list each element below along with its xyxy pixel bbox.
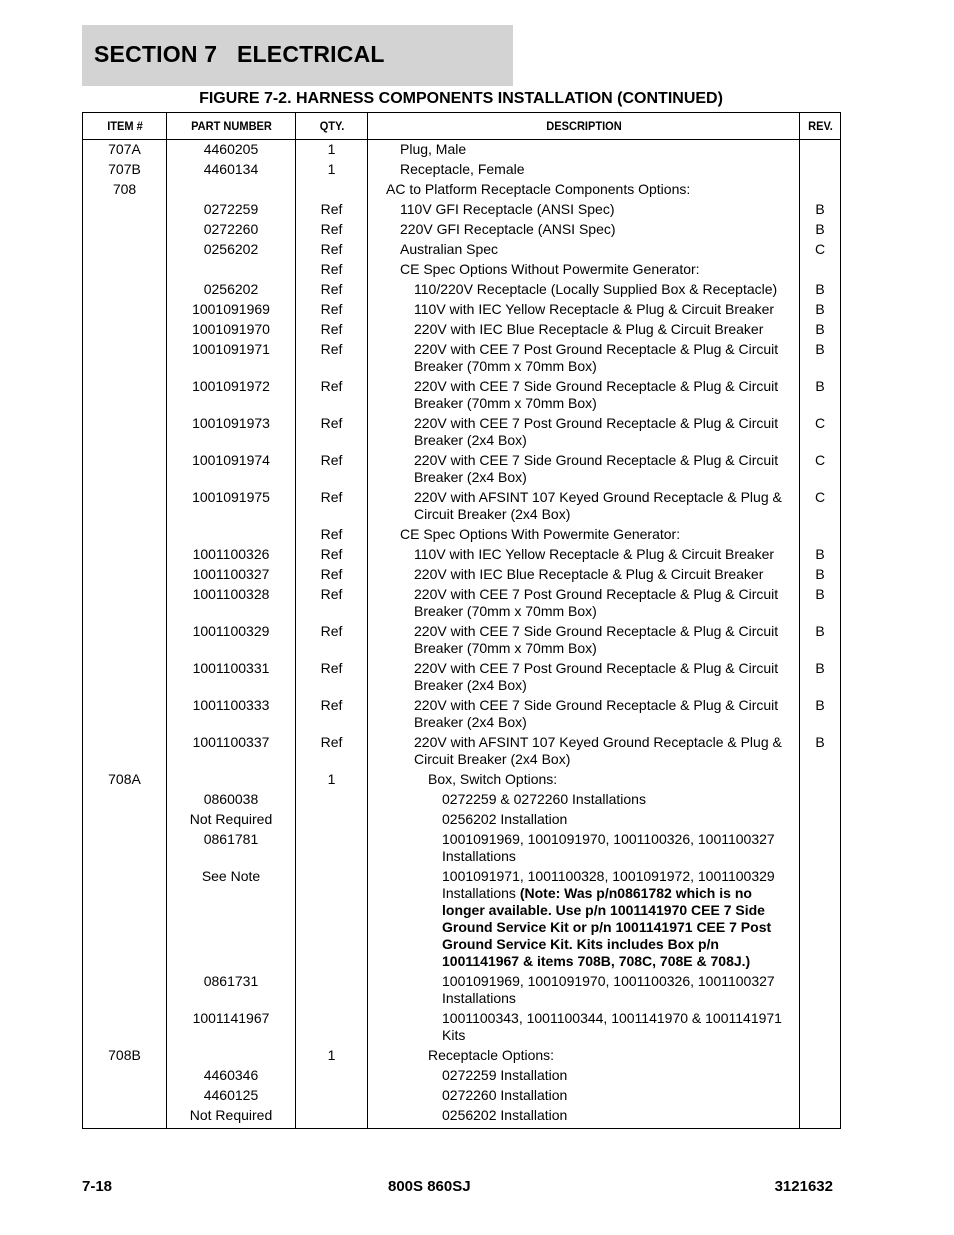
description-note: (Note: Was p/n0861782 which is no longer available. Use p/n 1001141970 CEE 7 Side Ground Service Kit or p/n 1001141971 CEE 7 Post Ground Service Kit. Kits includes Box p/n 1001141967 & items 708B, 708C, 708E & 708J.): [442, 885, 772, 969]
table-row: [83, 200, 841, 220]
description-text: 110/220V Receptacle (Locally Supplied Box & Receptacle): [414, 281, 778, 297]
rev-cell: [800, 180, 841, 200]
qty-cell: Ref: [296, 525, 368, 545]
table-row: [83, 1066, 841, 1086]
item-cell: [83, 260, 167, 280]
item-cell: [83, 622, 167, 659]
item-cell: [83, 733, 167, 770]
qty-cell: [296, 830, 368, 867]
description-text: 220V with IEC Blue Receptacle & Plug & Circuit Breaker: [414, 321, 764, 337]
table-row: [83, 830, 841, 867]
table-row: [83, 585, 841, 622]
rev-cell: C: [800, 451, 841, 488]
table-row: [83, 972, 841, 1009]
item-cell: [83, 220, 167, 240]
rev-cell: B: [800, 565, 841, 585]
description-text: 0256202 Installation: [442, 811, 568, 827]
rev-cell: [800, 1066, 841, 1086]
table-row: [83, 488, 841, 525]
table-row: [83, 867, 841, 972]
column-header-description: DESCRIPTION: [385, 113, 782, 140]
qty-cell: Ref: [296, 659, 368, 696]
item-cell: [83, 340, 167, 377]
rev-cell: [800, 790, 841, 810]
description-cell: [368, 830, 800, 867]
table-row: [83, 810, 841, 830]
description-cell: [368, 790, 800, 810]
qty-cell: 1: [296, 1046, 368, 1066]
rev-cell: B: [800, 377, 841, 414]
table-row: [83, 260, 841, 280]
item-cell: [83, 972, 167, 1009]
description-cell: [368, 696, 800, 733]
part-number-cell: 0861731: [167, 972, 296, 1009]
item-cell: 708B: [83, 1046, 167, 1066]
qty-cell: Ref: [296, 320, 368, 340]
part-number-cell: 0272259: [167, 200, 296, 220]
rev-cell: B: [800, 300, 841, 320]
qty-cell: 1: [296, 160, 368, 180]
item-cell: [83, 414, 167, 451]
description-text: 220V with CEE 7 Post Ground Receptacle & Plug & Circuit Breaker (2x4 Box): [414, 415, 779, 448]
rev-cell: [800, 1106, 841, 1129]
qty-cell: [296, 1009, 368, 1046]
part-number-cell: [167, 260, 296, 280]
part-number-cell: 1001091969: [167, 300, 296, 320]
description-text: 220V with CEE 7 Post Ground Receptacle & Plug & Circuit Breaker (2x4 Box): [414, 660, 779, 693]
qty-cell: Ref: [296, 733, 368, 770]
column-header-part-number: PART NUMBER: [172, 113, 291, 140]
part-number-cell: 1001100327: [167, 565, 296, 585]
column-header-item: ITEM #: [86, 113, 163, 140]
description-text: Receptacle Options:: [428, 1047, 555, 1063]
part-number-cell: [167, 180, 296, 200]
item-cell: [83, 451, 167, 488]
description-cell: [368, 451, 800, 488]
description-cell: [368, 810, 800, 830]
description-text: 220V with CEE 7 Side Ground Receptacle & Plug & Circuit Breaker (2x4 Box): [414, 452, 779, 485]
item-cell: [83, 525, 167, 545]
description-cell: [368, 770, 800, 790]
description-cell: [368, 220, 800, 240]
part-number-cell: 1001100329: [167, 622, 296, 659]
qty-cell: [296, 810, 368, 830]
table-body: [83, 140, 841, 1129]
description-cell: [368, 300, 800, 320]
description-cell: [368, 414, 800, 451]
table-row: [83, 565, 841, 585]
description-text: 220V with CEE 7 Post Ground Receptacle & Plug & Circuit Breaker (70mm x 70mm Box): [414, 341, 779, 374]
part-number-cell: 0861781: [167, 830, 296, 867]
table-row: [83, 790, 841, 810]
part-number-cell: 4460205: [167, 140, 296, 161]
qty-cell: Ref: [296, 585, 368, 622]
item-cell: 707A: [83, 140, 167, 161]
description-cell: [368, 1046, 800, 1066]
rev-cell: [800, 1086, 841, 1106]
qty-cell: [296, 972, 368, 1009]
description-cell: [368, 867, 800, 972]
table-row: [83, 160, 841, 180]
qty-cell: Ref: [296, 545, 368, 565]
table-row: [83, 659, 841, 696]
table-row: [83, 414, 841, 451]
rev-cell: B: [800, 220, 841, 240]
part-number-cell: 1001100331: [167, 659, 296, 696]
description-text: 220V with CEE 7 Post Ground Receptacle & Plug & Circuit Breaker (70mm x 70mm Box): [414, 586, 779, 619]
rev-cell: B: [800, 696, 841, 733]
description-text: 220V with IEC Blue Receptacle & Plug & Circuit Breaker: [414, 566, 764, 582]
part-number-cell: 4460346: [167, 1066, 296, 1086]
description-cell: [368, 1086, 800, 1106]
parts-table: [82, 112, 841, 1129]
table-row: [83, 280, 841, 300]
part-number-cell: 1001141967: [167, 1009, 296, 1046]
qty-cell: [296, 1106, 368, 1129]
part-number-cell: 1001091971: [167, 340, 296, 377]
description-cell: [368, 585, 800, 622]
item-cell: [83, 810, 167, 830]
qty-cell: Ref: [296, 696, 368, 733]
table-row: [83, 696, 841, 733]
item-cell: [83, 565, 167, 585]
description-text: 110V GFI Receptacle (ANSI Spec): [400, 201, 615, 217]
part-number-cell: [167, 770, 296, 790]
description-text: CE Spec Options With Powermite Generator:: [400, 526, 681, 542]
rev-cell: [800, 1009, 841, 1046]
item-cell: [83, 1106, 167, 1129]
description-cell: [368, 488, 800, 525]
part-number-cell: 1001091973: [167, 414, 296, 451]
rev-cell: C: [800, 414, 841, 451]
qty-cell: Ref: [296, 220, 368, 240]
qty-cell: [296, 180, 368, 200]
rev-cell: [800, 140, 841, 161]
qty-cell: Ref: [296, 414, 368, 451]
description-cell: [368, 240, 800, 260]
item-cell: 708A: [83, 770, 167, 790]
table-row: [83, 140, 841, 161]
description-text: 1001091969, 1001091970, 1001100326, 1001100327 Installations: [442, 973, 775, 1006]
qty-cell: 1: [296, 770, 368, 790]
part-number-cell: 1001100326: [167, 545, 296, 565]
description-text: 0272259 & 0272260 Installations: [442, 791, 646, 807]
qty-cell: Ref: [296, 565, 368, 585]
rev-cell: B: [800, 320, 841, 340]
description-text: Australian Spec: [400, 241, 499, 257]
part-number-cell: 0272260: [167, 220, 296, 240]
qty-cell: Ref: [296, 200, 368, 220]
description-cell: [368, 140, 800, 161]
part-number-cell: 1001091970: [167, 320, 296, 340]
description-text: Receptacle, Female: [400, 161, 525, 177]
table-row: [83, 377, 841, 414]
item-cell: [83, 790, 167, 810]
table-row: [83, 545, 841, 565]
item-cell: [83, 830, 167, 867]
description-text: 110V with IEC Yellow Receptacle & Plug & Circuit Breaker: [414, 546, 775, 562]
part-number-cell: 4460125: [167, 1086, 296, 1106]
item-cell: [83, 300, 167, 320]
part-number-cell: Not Required: [167, 810, 296, 830]
description-text: AC to Platform Receptacle Components Options:: [386, 181, 691, 197]
description-text: 220V with CEE 7 Side Ground Receptacle & Plug & Circuit Breaker (2x4 Box): [414, 697, 779, 730]
qty-cell: [296, 1066, 368, 1086]
item-cell: [83, 488, 167, 525]
part-number-cell: 0256202: [167, 240, 296, 260]
item-cell: [83, 696, 167, 733]
footer-page-number: 7-18: [82, 1178, 113, 1195]
rev-cell: C: [800, 240, 841, 260]
rev-cell: [800, 810, 841, 830]
table-row: [83, 622, 841, 659]
qty-cell: [296, 1086, 368, 1106]
description-cell: [368, 160, 800, 180]
qty-cell: Ref: [296, 488, 368, 525]
item-cell: 708: [83, 180, 167, 200]
table-row: [83, 220, 841, 240]
table-row: [83, 1106, 841, 1129]
description-cell: [368, 733, 800, 770]
item-cell: [83, 867, 167, 972]
description-text: 1001091969, 1001091970, 1001100326, 1001100327 Installations: [442, 831, 775, 864]
description-text: CE Spec Options Without Powermite Generator:: [400, 261, 700, 277]
rev-cell: B: [800, 659, 841, 696]
item-cell: [83, 200, 167, 220]
description-text: 0272259 Installation: [442, 1067, 568, 1083]
part-number-cell: 1001100337: [167, 733, 296, 770]
qty-cell: Ref: [296, 240, 368, 260]
column-header-qty: QTY.: [298, 113, 364, 140]
qty-cell: 1: [296, 140, 368, 161]
rev-cell: B: [800, 545, 841, 565]
table-row: [83, 770, 841, 790]
description-cell: [368, 377, 800, 414]
section-title: SECTION 7 ELECTRICAL: [94, 41, 385, 67]
rev-cell: [800, 867, 841, 972]
description-cell: [368, 525, 800, 545]
part-number-cell: 1001091975: [167, 488, 296, 525]
qty-cell: Ref: [296, 377, 368, 414]
rev-cell: [800, 770, 841, 790]
part-number-cell: 4460134: [167, 160, 296, 180]
qty-cell: [296, 790, 368, 810]
description-text: 220V with AFSINT 107 Keyed Ground Receptacle & Plug & Circuit Breaker (2x4 Box): [414, 489, 782, 522]
table-row: [83, 733, 841, 770]
item-cell: [83, 320, 167, 340]
qty-cell: Ref: [296, 340, 368, 377]
part-number-cell: [167, 525, 296, 545]
rev-cell: [800, 830, 841, 867]
part-number-cell: See Note: [167, 867, 296, 972]
rev-cell: [800, 160, 841, 180]
description-cell: [368, 320, 800, 340]
table-row: [83, 1009, 841, 1046]
qty-cell: Ref: [296, 451, 368, 488]
description-text: 1001100343, 1001100344, 1001141970 & 1001141971 Kits: [442, 1010, 782, 1043]
table-header-row: [83, 113, 841, 140]
item-cell: [83, 1066, 167, 1086]
description-text: 0256202 Installation: [442, 1107, 568, 1123]
description-cell: [368, 565, 800, 585]
description-cell: [368, 180, 800, 200]
description-text: Plug, Male: [400, 141, 467, 157]
rev-cell: B: [800, 733, 841, 770]
item-cell: [83, 585, 167, 622]
description-text: 1001091971, 1001100328, 1001091972, 1001100329 Installations: [442, 868, 775, 901]
description-cell: [368, 340, 800, 377]
description-cell: [368, 1106, 800, 1129]
qty-cell: [296, 867, 368, 972]
rev-cell: C: [800, 488, 841, 525]
description-cell: [368, 622, 800, 659]
rev-cell: [800, 260, 841, 280]
qty-cell: Ref: [296, 260, 368, 280]
rev-cell: B: [800, 585, 841, 622]
item-cell: [83, 377, 167, 414]
table-row: [83, 525, 841, 545]
part-number-cell: 0256202: [167, 280, 296, 300]
footer-doc-number: 3121632: [774, 1178, 833, 1195]
part-number-cell: 1001100333: [167, 696, 296, 733]
description-cell: [368, 260, 800, 280]
part-number-cell: 1001100328: [167, 585, 296, 622]
description-cell: [368, 1009, 800, 1046]
rev-cell: [800, 1046, 841, 1066]
part-number-cell: Not Required: [167, 1106, 296, 1129]
rev-cell: B: [800, 280, 841, 300]
item-cell: [83, 545, 167, 565]
description-text: 0272260 Installation: [442, 1087, 568, 1103]
part-number-cell: 0860038: [167, 790, 296, 810]
item-cell: [83, 659, 167, 696]
description-text: 220V with CEE 7 Side Ground Receptacle & Plug & Circuit Breaker (70mm x 70mm Box): [414, 623, 779, 656]
rev-cell: [800, 972, 841, 1009]
qty-cell: Ref: [296, 300, 368, 320]
description-cell: [368, 280, 800, 300]
qty-cell: Ref: [296, 280, 368, 300]
rev-cell: B: [800, 622, 841, 659]
description-text: Box, Switch Options:: [428, 771, 558, 787]
table-row: [83, 240, 841, 260]
item-cell: [83, 240, 167, 260]
item-cell: 707B: [83, 160, 167, 180]
column-header-rev: REV.: [801, 113, 839, 140]
table-row: [83, 451, 841, 488]
rev-cell: [800, 525, 841, 545]
footer-model: 800S 860SJ: [388, 1178, 471, 1195]
rev-cell: B: [800, 200, 841, 220]
figure-title: FIGURE 7-2. HARNESS COMPONENTS INSTALLATION (CONTINUED): [199, 90, 723, 107]
part-number-cell: [167, 1046, 296, 1066]
qty-cell: Ref: [296, 622, 368, 659]
part-number-cell: 1001091972: [167, 377, 296, 414]
description-text: 220V with AFSINT 107 Keyed Ground Receptacle & Plug & Circuit Breaker (2x4 Box): [414, 734, 782, 767]
part-number-cell: 1001091974: [167, 451, 296, 488]
description-cell: [368, 1066, 800, 1086]
description-text: 220V with CEE 7 Side Ground Receptacle & Plug & Circuit Breaker (70mm x 70mm Box): [414, 378, 779, 411]
item-cell: [83, 1009, 167, 1046]
description-cell: [368, 659, 800, 696]
description-cell: [368, 545, 800, 565]
description-text: 110V with IEC Yellow Receptacle & Plug & Circuit Breaker: [414, 301, 775, 317]
rev-cell: B: [800, 340, 841, 377]
table-row: [83, 320, 841, 340]
section-banner: [82, 25, 513, 86]
description-cell: [368, 200, 800, 220]
table-row: [83, 180, 841, 200]
table-row: [83, 1086, 841, 1106]
table-row: [83, 300, 841, 320]
description-cell: [368, 972, 800, 1009]
item-cell: [83, 280, 167, 300]
item-cell: [83, 1086, 167, 1106]
table-row: [83, 1046, 841, 1066]
description-text: 220V GFI Receptacle (ANSI Spec): [400, 221, 616, 237]
table-row: [83, 340, 841, 377]
